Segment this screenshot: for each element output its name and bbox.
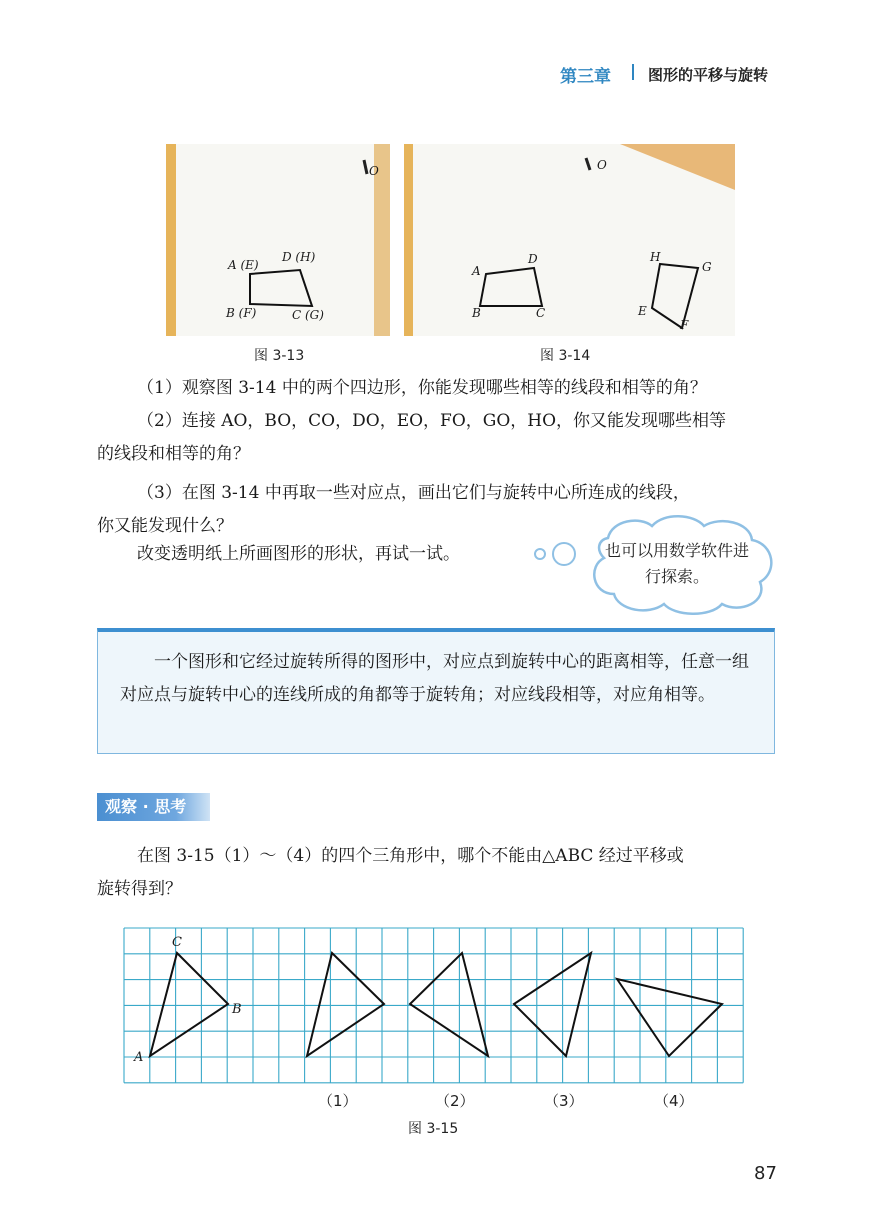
- sub-label-1: （1）: [318, 1092, 358, 1110]
- question-1: （1）观察图 3-14 中的两个四边形，你能发现哪些相等的线段和相等的角？: [137, 378, 707, 398]
- chapter-label: 第三章: [560, 67, 611, 87]
- sub-label-4: （4）: [654, 1092, 694, 1110]
- label-b: B: [472, 306, 481, 320]
- question-3-cont: 你又能发现什么？: [97, 516, 233, 536]
- vertex-label-c: C: [172, 935, 182, 950]
- observe-question-cont: 旋转得到？: [97, 879, 182, 899]
- rotated-paper-corner: [620, 144, 735, 190]
- question-2-cont: 的线段和相等的角？: [97, 444, 250, 464]
- sub-label-2: （2）: [435, 1092, 475, 1110]
- quadrilateral-abcd: [480, 268, 542, 306]
- figure-3-14-photo: [404, 144, 735, 336]
- chapter-title: 图形的平移与旋转: [648, 66, 769, 84]
- label-cg: C (G): [292, 308, 324, 322]
- label-bf: B (F): [226, 306, 257, 320]
- vertex-label-a: A: [134, 1050, 144, 1065]
- pin-icon: [586, 158, 590, 170]
- triangle-4: [617, 979, 722, 1056]
- label-d: D: [528, 252, 538, 266]
- cloud-tip-text: 也可以用数学软件进行探索。: [604, 541, 749, 586]
- conclusion-box: [97, 628, 775, 754]
- try-again-text: 改变透明纸上所画图形的形状，再试一试。: [137, 544, 460, 564]
- label-g: G: [702, 260, 712, 274]
- label-ae: A (E): [228, 258, 259, 272]
- page-number: 87: [754, 1163, 777, 1184]
- label-e: E: [638, 304, 647, 318]
- sub-label-3: （3）: [544, 1092, 584, 1110]
- wood-edge-left: [166, 144, 176, 336]
- figure-3-13-caption: 图 3-13: [254, 348, 305, 364]
- quadrilateral-efgh: [652, 264, 698, 328]
- label-dh: D (H): [282, 250, 316, 264]
- triangle-3: [514, 953, 591, 1056]
- question-3: （3）在图 3-14 中再取一些对应点，画出它们与旋转中心所连成的线段，: [137, 483, 690, 503]
- figure-3-13-photo: [166, 144, 390, 336]
- section-title-tag: 观察 · 思考: [97, 793, 210, 821]
- label-h: H: [650, 250, 661, 264]
- quadrilateral-abcd: [250, 270, 312, 306]
- wood-edge-left: [404, 144, 413, 336]
- vertex-label-b: B: [232, 1002, 242, 1017]
- figure-3-15-caption: 图 3-15: [408, 1121, 459, 1137]
- triangle-2: [410, 953, 488, 1056]
- triangle-1: [307, 953, 384, 1056]
- triangle-abc: [150, 953, 228, 1056]
- label-c: C: [536, 306, 546, 320]
- pin-icon: [364, 160, 367, 174]
- question-2: （2）连接 AO，BO，CO，DO，EO，FO，GO，HO，你又能发现哪些相等: [137, 411, 727, 431]
- label-o: O: [369, 164, 379, 178]
- observe-question: 在图 3-15（1）～（4）的四个三角形中，哪个不能由△ABC 经过平移或: [137, 846, 684, 866]
- figure-3-14-caption: 图 3-14: [540, 348, 591, 364]
- conclusion-text: 一个图形和它经过旋转所得的图形中，对应点到旋转中心的距离相等，任意一组对应点与旋转中心的连线所成的角都等于旋转角；对应线段相等，对应角相等。: [120, 652, 749, 705]
- label-f: F: [680, 318, 689, 332]
- label-a: A: [472, 264, 481, 278]
- label-o: O: [597, 158, 607, 172]
- header-divider: [632, 64, 634, 80]
